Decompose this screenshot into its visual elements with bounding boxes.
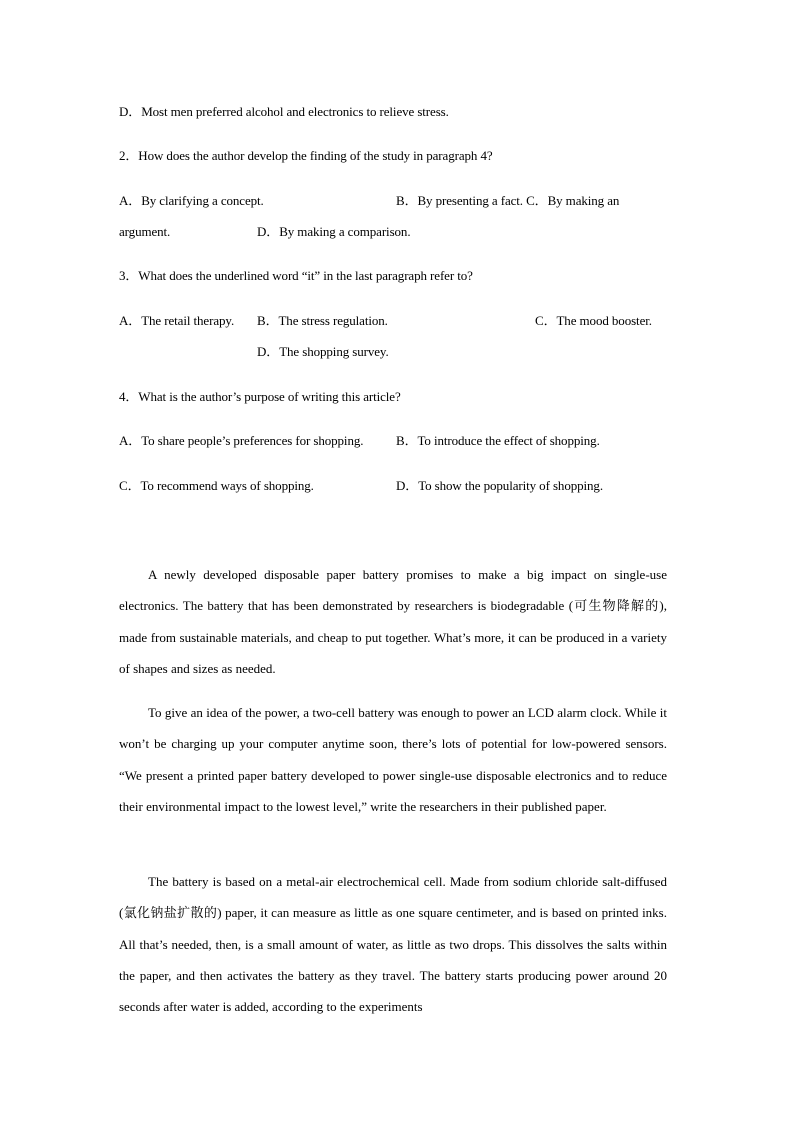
passage-paragraph-3-text: The battery is based on a metal-air electrochemical cell. Made from sodium chloride salt-diffused (氯化钠盐扩散的) paper, it can measure as little as one square centimeter, and is based on printed inks. All that’s needed, then, is a small amount of water, as little as two drops. This dissolves the salts within the paper, and then activates the battery as they travel. The battery starts producing power around 20 seconds after water is added, according to the experiments <box>119 874 667 1015</box>
question-3-stem: 3．What does the underlined word “it” in the last paragraph refer to? <box>119 268 473 283</box>
passage-paragraph-1 <box>119 559 667 684</box>
question-3-option-a: A．The retail therapy. <box>119 313 235 328</box>
question-3-option-d: D．The shopping survey. <box>257 344 389 359</box>
question-4-option-a: A．To share people’s preferences for shopping. <box>119 433 364 448</box>
question-3-option-b: B．The stress regulation. <box>257 313 388 328</box>
question-2-option-a: A．By clarifying a concept. <box>119 193 264 208</box>
question-2-stem: 2．How does the author develop the finding of the study in paragraph 4? <box>119 148 493 163</box>
passage-paragraph-2 <box>119 697 667 822</box>
question-2-option-b-c: B．By presenting a fact. C．By making an <box>396 193 620 208</box>
passage-paragraph-1-text: A newly developed disposable paper battery promises to make a big impact on single-use electronics. The battery that has been demonstrated by researchers is biodegradable (可生物降解的), made from sustainable materials, and cheap to put together. What’s more, it can be produced in a variety of shapes and sizes as needed. <box>119 567 667 676</box>
question-3-option-c: C．The mood booster. <box>535 313 652 328</box>
question-4-option-c: C．To recommend ways of shopping. <box>119 478 314 493</box>
passage-paragraph-2-text: To give an idea of the power, a two-cell battery was enough to power an LCD alarm clock. While it won’t be charging up your computer anytime soon, there’s lots of potential for low-powered sensors. “We present a printed paper battery developed to power single-use disposable electronics and to reduce their environmental impact to the lowest level,” write the researchers in their published paper. <box>119 705 667 814</box>
question-1-option-d: D．Most men preferred alcohol and electronics to relieve stress. <box>119 104 449 119</box>
question-4-stem: 4．What is the author’s purpose of writing this article? <box>119 389 401 404</box>
question-2-option-c-continued: argument. <box>119 224 171 239</box>
question-4-option-b: B．To introduce the effect of shopping. <box>396 433 600 448</box>
question-4-option-d: D．To show the popularity of shopping. <box>396 478 603 493</box>
question-2-option-d: D．By making a comparison. <box>257 224 411 239</box>
passage-paragraph-3 <box>119 866 667 1022</box>
